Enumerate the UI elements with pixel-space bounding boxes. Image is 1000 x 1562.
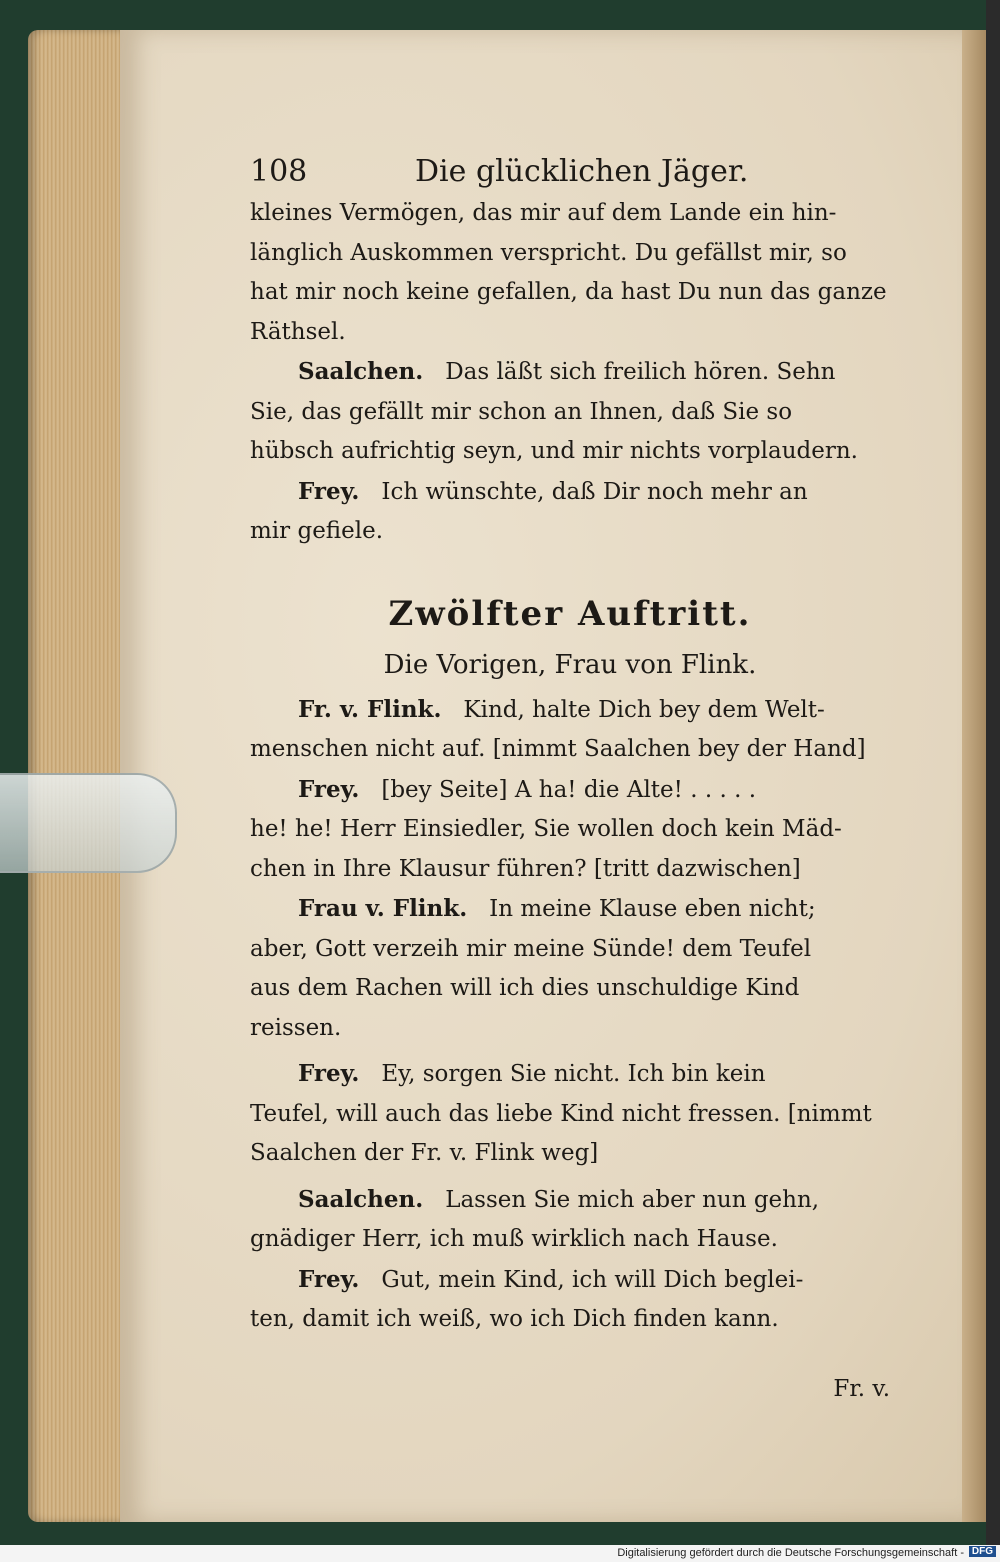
text-line: Gut, mein Kind, ich will Dich beglei- — [381, 1266, 804, 1293]
page-header — [250, 150, 890, 194]
text-line: länglich Auskommen verspricht. Du gefällst mir, so — [250, 239, 847, 266]
catchword: Fr. v. — [833, 1375, 890, 1402]
speech-frey — [250, 770, 890, 890]
text-line: menschen nicht auf. [nimmt Saalchen bey der Hand] — [250, 736, 866, 762]
text-line: gnädiger Herr, ich muß wirklich nach Hause. — [250, 1226, 778, 1252]
text-line: ten, damit ich weiß, wo ich Dich finden kann. — [250, 1306, 779, 1332]
speech-frey — [250, 1260, 890, 1340]
text-line: aus dem Rachen will ich dies unschuldige Kind — [250, 975, 800, 1001]
text-line: Kind, halte Dich bey dem Welt- — [463, 696, 825, 723]
text-line: [bey Seite] A ha! die Alte! . . . . . — [381, 776, 757, 803]
speech-saalchen — [250, 1180, 890, 1260]
speech-flink — [250, 889, 890, 1048]
page-text — [250, 150, 890, 1402]
speech-frey — [250, 1054, 890, 1174]
speech-saalchen — [250, 352, 890, 472]
speaker-label: Saalchen. — [298, 358, 424, 385]
footer-credit: Digitalisierung gefördert durch die Deutsche Forschungsgemeinschaft - — [617, 1547, 964, 1559]
speaker-label: Frey. — [298, 775, 360, 803]
scene-persons: Die Vorigen, Frau von Flink. — [383, 649, 757, 680]
text-line: Teufel, will auch das liebe Kind nicht fressen. [nimmt — [250, 1100, 872, 1127]
facing-page-edge — [962, 30, 986, 1522]
text-line: kleines Vermögen, das mir auf dem Lande ein hin- — [250, 200, 837, 226]
speaker-label: Saalchen. — [298, 1185, 424, 1213]
text-line: reissen. — [250, 1014, 342, 1041]
text-line: Ich wünschte, daß Dir noch mehr an — [381, 478, 808, 505]
dfg-logo: DFG — [969, 1546, 996, 1557]
scene-heading: Zwölfter Auftritt. — [388, 593, 752, 634]
speaker-label: Frey. — [298, 1265, 360, 1293]
page-number: 108 — [250, 154, 308, 189]
running-title: Die glücklichen Jäger. — [415, 154, 749, 189]
scan-border — [986, 0, 1000, 1562]
text-line: Räthsel. — [250, 318, 346, 345]
text-line: In meine Klause eben nicht; — [489, 896, 816, 922]
paragraph-continuation — [250, 194, 890, 352]
text-line: aber, Gott verzeih mir meine Sünde! dem Teufel — [250, 935, 812, 962]
speaker-label: Frey. — [298, 1060, 360, 1087]
text-line: Das läßt sich freilich hören. Sehn — [445, 359, 836, 385]
text-line: mir gefiele. — [250, 518, 384, 544]
text-line: Saalchen der Fr. v. Flink weg] — [250, 1140, 599, 1166]
speaker-label: Frau v. Flink. — [298, 895, 468, 922]
page-holder-clip — [0, 773, 177, 873]
text-line: he! he! Herr Einsiedler, Sie wollen doch kein Mäd- — [250, 816, 842, 842]
speaker-label: Fr. v. Flink. — [298, 695, 442, 723]
text-line: hat mir noch keine gefallen, da hast Du nun das ganze — [250, 279, 887, 305]
speech-flink — [250, 690, 890, 770]
speech-frey — [250, 472, 890, 552]
text-line: Ey, sorgen Sie nicht. Ich bin kein — [381, 1061, 766, 1087]
text-line: Sie, das gefällt mir schon an Ihnen, daß Sie so — [250, 398, 793, 425]
text-line: hübsch aufrichtig seyn, und mir nichts vorplaudern. — [250, 438, 858, 464]
text-line: Lassen Sie mich aber nun gehn, — [445, 1186, 820, 1213]
speaker-label: Frey. — [298, 477, 360, 505]
text-line: chen in Ihre Klausur führen? [tritt dazwischen] — [250, 855, 801, 882]
